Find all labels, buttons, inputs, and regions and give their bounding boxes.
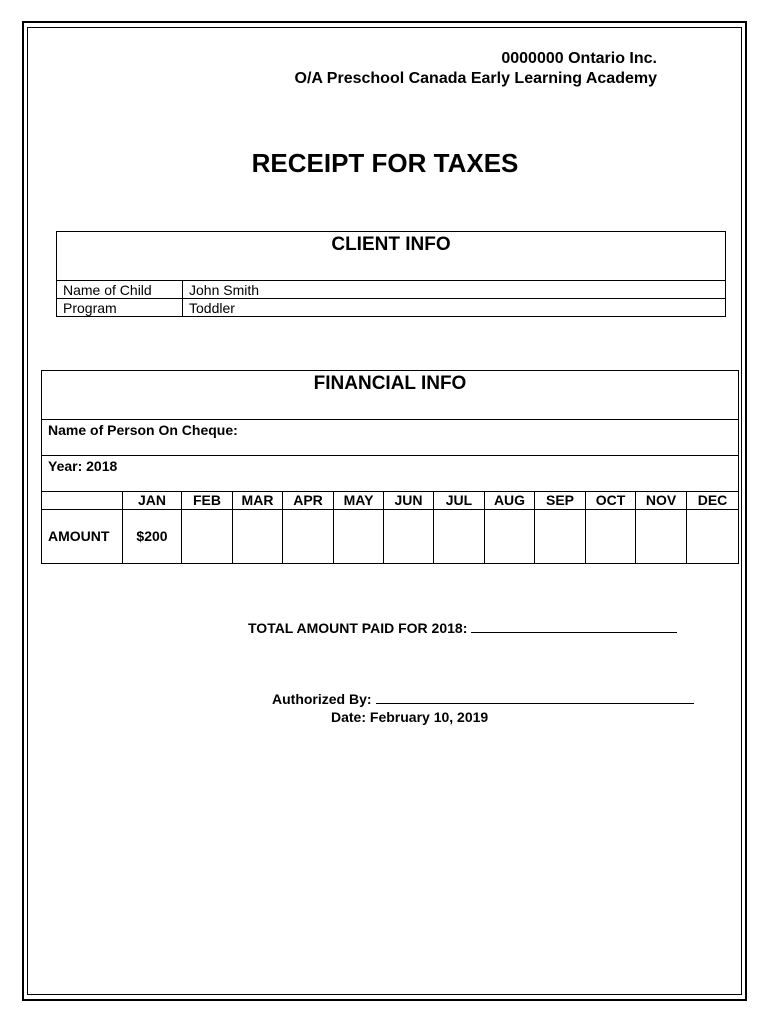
month-amount-jan: $200: [122, 509, 181, 564]
page-title-text: RECEIPT FOR TAXES: [251, 148, 519, 178]
total-amount-line: [248, 619, 677, 636]
client-info-heading: CLIENT INFO: [331, 234, 451, 255]
month-header-jul: JUL: [433, 492, 484, 509]
year-label: Year: 2018: [48, 458, 118, 474]
month-amount-oct: [585, 509, 635, 564]
amount-row-label: AMOUNT: [48, 528, 110, 544]
financial-info-table: [41, 370, 739, 564]
month-amount-jun: [383, 509, 433, 564]
month-header-nov: NOV: [635, 492, 686, 509]
month-header-jan: JAN: [122, 492, 181, 509]
financial-info-heading: FINANCIAL INFO: [313, 373, 467, 394]
month-amount-dec: [686, 509, 738, 564]
authorized-signature-blank: [376, 690, 694, 704]
company-name: 0000000 Ontario Inc.: [501, 50, 657, 67]
month-amount-may: [333, 509, 383, 564]
child-name-value: John Smith: [189, 282, 260, 298]
client-row-child-name: [57, 280, 725, 300]
fin-rule: [42, 419, 738, 420]
total-amount-label: TOTAL AMOUNT PAID FOR 2018:: [248, 620, 468, 636]
month-header-oct: OCT: [585, 492, 635, 509]
company-operating-as: O/A Preschool Canada Early Learning Academy: [294, 70, 657, 87]
receipt-date: Date: February 10, 2019: [331, 709, 489, 725]
client-info-table: [56, 231, 726, 317]
program-value: Toddler: [189, 300, 235, 316]
month-amount-aug: [484, 509, 534, 564]
month-header-mar: MAR: [232, 492, 282, 509]
page-title: [0, 148, 770, 179]
month-header-jun: JUN: [383, 492, 433, 509]
program-label: Program: [63, 300, 117, 316]
month-header-apr: APR: [282, 492, 333, 509]
month-amount-apr: [282, 509, 333, 564]
month-header-dec: DEC: [686, 492, 738, 509]
month-amount-mar: [232, 509, 282, 564]
month-amount-sep: [534, 509, 585, 564]
month-header-sep: SEP: [534, 492, 585, 509]
month-header-may: MAY: [333, 492, 383, 509]
month-amount-jul: [433, 509, 484, 564]
fin-rule: [42, 455, 738, 456]
child-name-label: Name of Child: [63, 282, 152, 298]
authorized-by-label: Authorized By:: [272, 691, 372, 707]
cheque-name-label: Name of Person On Cheque:: [48, 422, 238, 438]
month-amount-nov: [635, 509, 686, 564]
authorized-by-line: [272, 690, 694, 707]
month-amount-feb: [181, 509, 232, 564]
client-row-program: [57, 298, 725, 318]
month-header-feb: FEB: [181, 492, 232, 509]
month-header-aug: AUG: [484, 492, 534, 509]
total-amount-blank: [471, 619, 677, 633]
